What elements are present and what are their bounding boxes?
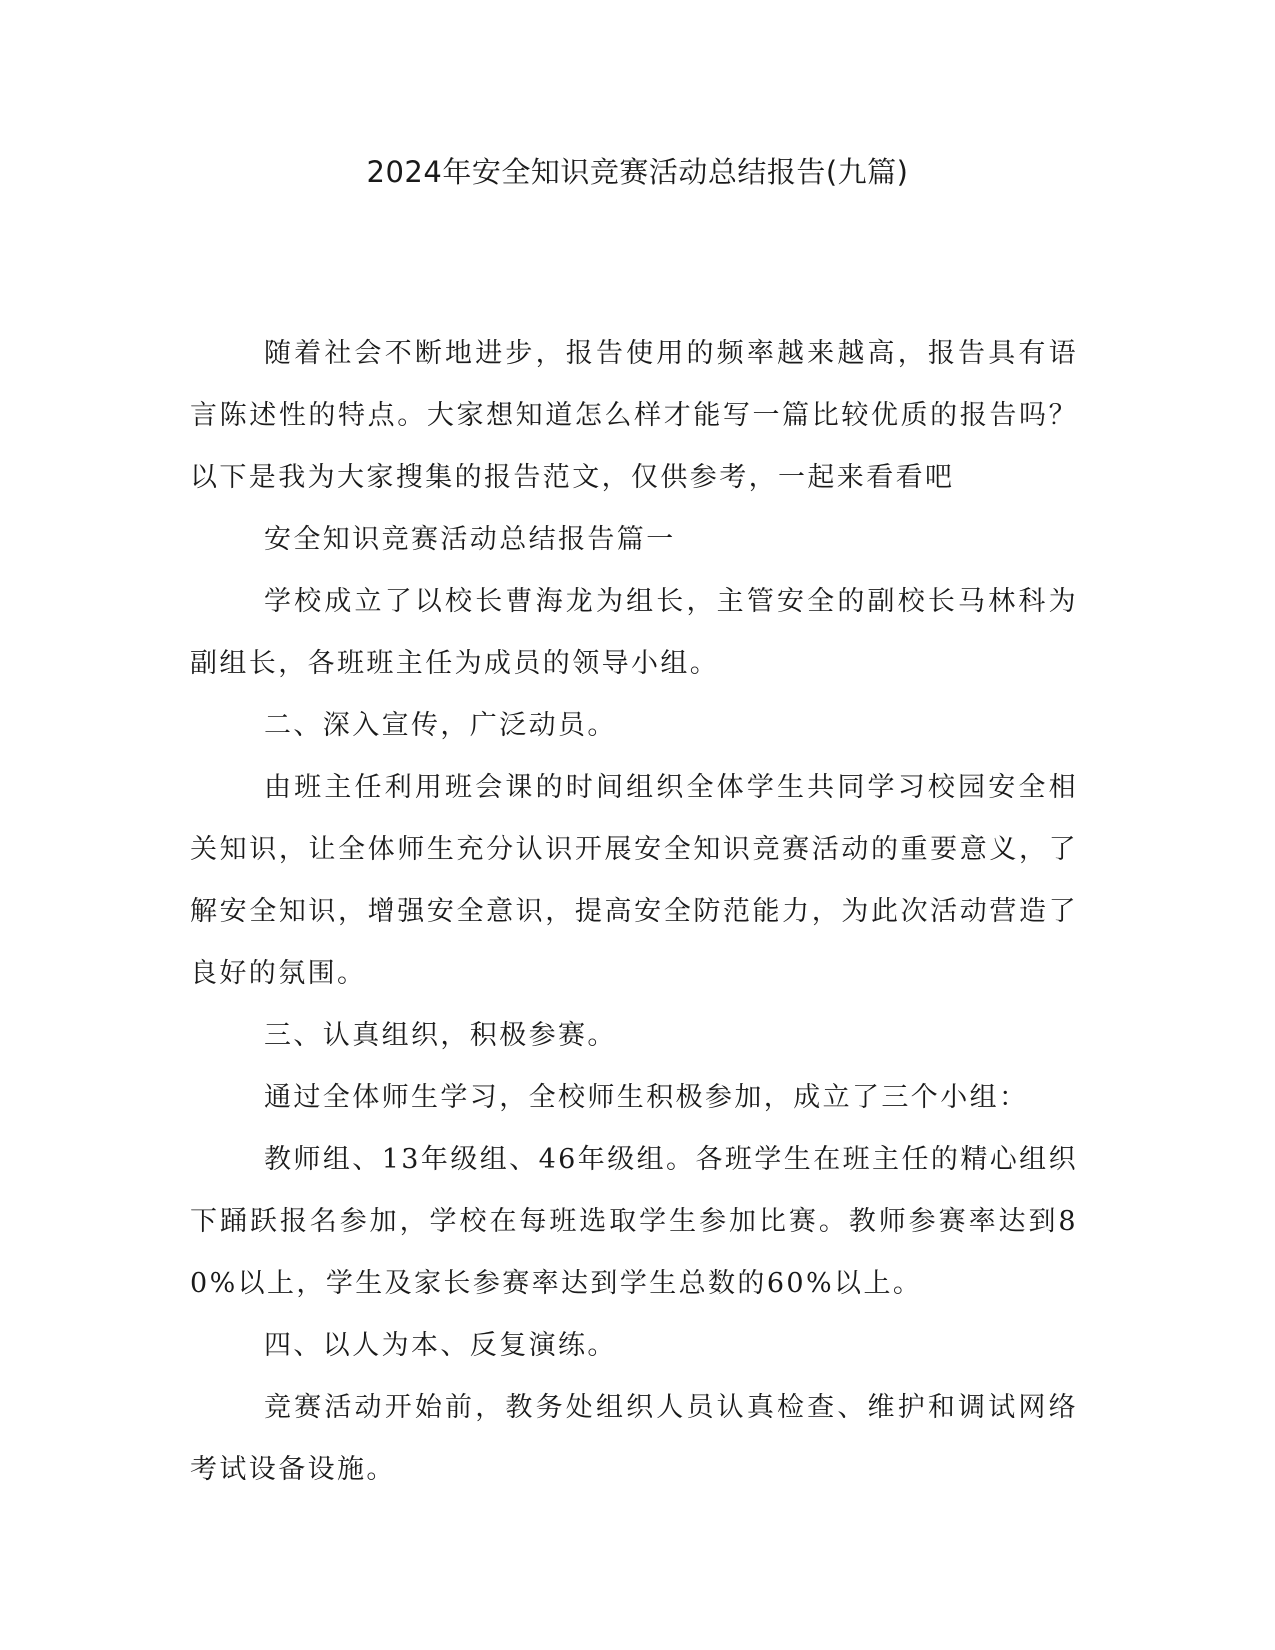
- publicity-paragraph: 由班主任利用班会课的时间组织全体学生共同学习校园安全相关知识，让全体师生充分认识开展安全知识竞赛活动的重要意义，了解安全知识，增强安全意识，提高安全防范能力，为此次活动营造了良好的氛围。: [190, 772, 1078, 989]
- section-heading-drill: 四、以人为本、反复演练。: [264, 1330, 617, 1361]
- section-heading-part-one: 安全知识竞赛活动总结报告篇一: [264, 524, 676, 555]
- participation-paragraph: 教师组、13年级组、46年级组。各班学生在班主任的精心组织下踊跃报名参加，学校在每班选取学生参加比赛。教师参赛率达到80%以上，学生及家长参赛率达到学生总数的60%以上。: [190, 1144, 1078, 1299]
- document-title: 2024年安全知识竞赛活动总结报告(九篇): [366, 155, 909, 189]
- intro-paragraph: 随着社会不断地进步，报告使用的频率越来越高，报告具有语言陈述性的特点。大家想知道怎么样才能写一篇比较优质的报告吗？以下是我为大家搜集的报告范文，仅供参考，一起来看看吧: [190, 338, 1078, 493]
- leadership-group-paragraph: 学校成立了以校长曹海龙为组长，主管安全的副校长马林科为副组长，各班班主任为成员的领导小组。: [190, 586, 1078, 679]
- document-body: [190, 323, 1078, 1501]
- section-heading-publicity: 二、深入宣传，广泛动员。: [264, 710, 617, 741]
- equipment-paragraph: 竞赛活动开始前，教务处组织人员认真检查、维护和调试网络考试设备设施。: [190, 1392, 1078, 1485]
- section-heading-organize: 三、认真组织，积极参赛。: [264, 1020, 617, 1051]
- groups-paragraph: 通过全体师生学习，全校师生积极参加，成立了三个小组：: [264, 1082, 1029, 1113]
